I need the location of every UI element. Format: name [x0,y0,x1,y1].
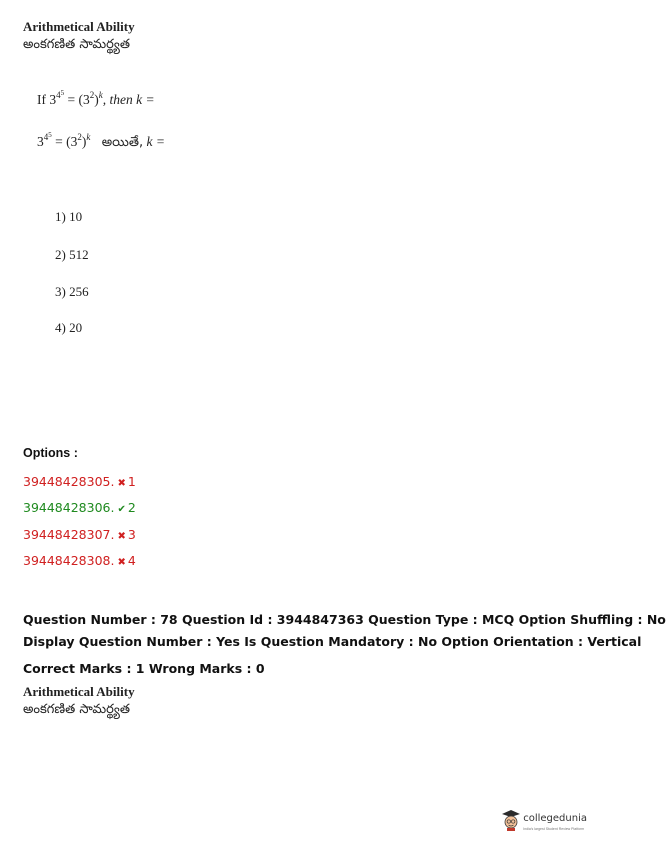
logo-tagline: India's largest Student Review Platform [523,827,585,831]
choice-3: 3) 256 [55,284,89,299]
option-row [23,527,136,542]
question-telugu-text: అయితే, [101,135,144,150]
cross-icon: ✖ [117,557,126,568]
power-expression-te: $3^{4^5}$ [37,131,52,149]
section-title: Arithmetical Ability [23,19,135,34]
option-label: 2 [127,500,136,515]
question-english: If $3^{4^5} = (3^2)^k$, then k = [37,89,155,107]
option-label: 1 [127,474,136,489]
section-title-telugu: అంకగణిత సామర్థ్యత [23,37,131,52]
option-row [23,500,136,515]
collegedunia-logo [501,808,587,831]
check-icon: ✔ [117,504,126,515]
option-label: 4 [127,553,136,568]
choice-4: 4) 20 [55,320,83,335]
option-row [23,474,136,489]
question-meta-line3: Correct Marks : 1 Wrong Marks : 0 [23,661,265,676]
question-meta-line1: Question Number : 78 Question Id : 3944847363 Question Type : MCQ Option Shuffling : No [23,612,666,627]
power-expression: $3^{4^5}$ [49,89,65,107]
option-id: 39448428305. [23,474,115,489]
cross-icon: ✖ [117,478,126,489]
question-telugu: $3^{4^5} = (3^2)^k$ అయితే, k = [37,131,165,150]
cross-icon: ✖ [117,531,126,542]
mascot-icon [501,809,521,831]
question-suffix: , then k = [102,92,155,107]
option-id: 39448428308. [23,553,115,568]
logo-name: collegedunia [523,813,587,824]
question-meta-line2: Display Question Number : Yes Is Question Mandatory : No Option Orientation : Vertical [23,634,642,649]
choice-2: 2) 512 [55,247,89,262]
options-heading: Options : [23,446,78,460]
next-section-title-telugu: అంకగణిత సామర్థ్యత [23,702,131,717]
option-label: 3 [127,527,136,542]
option-id: 39448428306. [23,500,115,515]
question-telugu-suffix: k = [146,134,165,149]
choice-1: 1) 10 [55,209,83,224]
option-row [23,553,136,568]
next-section-title: Arithmetical Ability [23,684,135,699]
option-id: 39448428307. [23,527,115,542]
question-prefix: If [37,92,46,107]
